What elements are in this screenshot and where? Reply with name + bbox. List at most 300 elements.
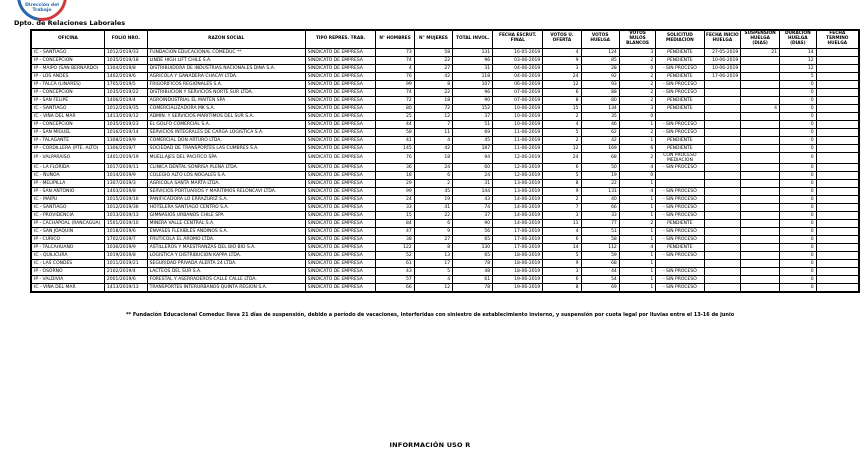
table-cell: - SIN PROCESO	[656, 164, 704, 172]
table-cell: CON PROCESO MEDIACION	[656, 152, 704, 163]
table-cell: COMERCIALIZADORA MK S.A.	[147, 104, 305, 112]
table-cell: 24	[376, 196, 414, 204]
table-cell	[816, 204, 859, 212]
header-cell: VOTOS U. OFERTA	[543, 30, 581, 48]
table-row	[31, 112, 859, 120]
table-cell	[741, 180, 780, 188]
table-cell: 99	[376, 188, 414, 196]
header-cell: FOLIO NRO.	[104, 30, 147, 48]
table-cell: CLINICA DENTAL SONRISA PLENA LTDA.	[147, 164, 305, 172]
table-cell: IP - TALCA (LINARES)	[31, 80, 104, 88]
table-cell: 0	[780, 152, 817, 163]
table-row	[31, 260, 859, 268]
table-cell: 68	[581, 260, 619, 268]
table-cell: 1	[619, 260, 656, 268]
table-cell	[816, 120, 859, 128]
table-row	[31, 48, 859, 56]
table-cell: 1	[619, 136, 656, 144]
table-cell	[816, 268, 859, 276]
table-cell	[741, 112, 780, 120]
table-cell: - SIN PROCESO	[656, 268, 704, 276]
table-cell: 47	[376, 228, 414, 236]
table-cell: 13-06-2019	[493, 188, 543, 196]
table-cell	[816, 64, 859, 72]
table-cell: 31	[453, 64, 493, 72]
table-cell: 0	[780, 104, 817, 112]
table-cell: 8	[414, 244, 452, 252]
table-cell: 1	[619, 212, 656, 220]
table-cell: SINDICATO DE EMPRESA	[305, 96, 376, 104]
table-row	[31, 64, 859, 72]
table-cell: 5	[543, 172, 581, 180]
table-cell: 27	[414, 64, 452, 72]
table-cell: 14-06-2019	[493, 196, 543, 204]
table-cell: SINDICATO DE EMPRESA	[305, 196, 376, 204]
table-cell: 4	[543, 228, 581, 236]
table-cell: 78	[453, 260, 493, 268]
table-cell: 22	[414, 212, 452, 220]
table-cell: 4	[741, 104, 780, 112]
table-cell: 2	[543, 196, 581, 204]
table-cell: SINDICATO DE EMPRESA	[305, 64, 376, 72]
table-cell	[816, 72, 859, 80]
table-cell: 0	[780, 128, 817, 136]
table-cell: 3	[619, 48, 656, 56]
table-cell: 90	[453, 96, 493, 104]
table-cell: 1019/2019/8	[104, 252, 147, 260]
table-cell: 2	[619, 56, 656, 64]
table-cell: IP - CACHAPOAL (RANCAGUA)	[31, 220, 104, 228]
table-cell	[704, 276, 741, 284]
table-cell: IC - SANTIAGO	[31, 104, 104, 112]
table-cell	[816, 56, 859, 64]
header-cell: RAZON SOCIAL	[147, 30, 305, 48]
table-cell: IC - VIÑA DEL MAR	[31, 112, 104, 120]
table-cell: 1	[619, 284, 656, 293]
table-cell: 5	[543, 252, 581, 260]
header-cell: TIPO REPRES. TRAB.	[305, 30, 376, 48]
table-cell: 0	[780, 220, 817, 228]
table-cell: 74	[376, 88, 414, 96]
table-cell: - SIN PROCESO	[656, 64, 704, 72]
table-cell: 2	[619, 80, 656, 88]
table-cell: 2	[619, 128, 656, 136]
table-cell: 11-06-2019	[493, 136, 543, 144]
table-cell	[816, 220, 859, 228]
table-cell: 24	[414, 164, 452, 172]
footer-classification: INFORMACIÓN USO R	[389, 441, 471, 449]
table-cell: PENDIENTE	[656, 104, 704, 112]
table-row	[31, 220, 859, 228]
header-cell: VOTOS NULOS BLANCOS	[619, 30, 656, 48]
table-cell: IP - SAN FELIPE	[31, 96, 104, 104]
footnote: ** Fundación Educacional Comeduc lleva 21 días de suspensión, debido a período de vacaciones, interferidas con siniestro de establecimiento invierno, y suspensión por cuota legal por lluvias entre el 13-16 de junio	[125, 312, 735, 318]
table-cell: 0	[780, 252, 817, 260]
table-row	[31, 228, 859, 236]
table-cell: 14-06-2019	[493, 220, 543, 228]
table-cell: - SIN PROCESO	[656, 228, 704, 236]
table-cell: 74	[453, 204, 493, 212]
table-cell	[741, 64, 780, 72]
table-cell: ENVASES FLEXIBLES ANDINOS S.A.	[147, 228, 305, 236]
table-cell: SINDICATO DE EMPRESA	[305, 80, 376, 88]
table-cell: 66	[376, 284, 414, 293]
table-cell	[741, 56, 780, 64]
table-cell: SINDICATO DE EMPRESA	[305, 188, 376, 196]
table-cell: SINDICATO DE EMPRESA	[305, 228, 376, 236]
table-cell	[741, 268, 780, 276]
table-cell: 18	[414, 152, 452, 163]
header-cell: SUSPENSION HUELGA (DIAS)	[741, 30, 780, 48]
table-cell: 37	[453, 212, 493, 220]
header-cell: DURACION HUELGA (DIAS)	[780, 30, 817, 48]
table-cell: 7	[414, 120, 452, 128]
table-cell: 58	[376, 128, 414, 136]
table-cell: 1012/2019/33	[104, 48, 147, 56]
table-cell: 5	[414, 268, 452, 276]
table-cell: FRIGORIFICOS REGIONALES S.A.	[147, 80, 305, 88]
table-cell: 77	[581, 220, 619, 228]
header-cell: SOLICITUD MEDIACION	[656, 30, 704, 48]
table-cell: - SIN PROCESO	[656, 196, 704, 204]
table-cell: - SIN PROCESO	[656, 88, 704, 96]
table-row	[31, 104, 859, 112]
table-cell: SERVICIOS INTEGRALES DE CARGA LOGISTICA S.A.	[147, 128, 305, 136]
header-cell: VOTOS HUELGA	[581, 30, 619, 48]
table-cell: 99	[376, 80, 414, 88]
table-cell: 130	[453, 244, 493, 252]
table-cell: 1307/2019/3	[104, 180, 147, 188]
table-row	[31, 72, 859, 80]
table-cell	[704, 260, 741, 268]
table-cell: 56	[453, 228, 493, 236]
table-cell: IC - LAS CONDES	[31, 260, 104, 268]
table-cell: 19	[581, 172, 619, 180]
table-cell	[741, 260, 780, 268]
table-cell: 134	[581, 104, 619, 112]
table-cell: 65	[453, 236, 493, 244]
table-cell: 12	[780, 64, 817, 72]
table-cell: AGRICOLA SANTA MARTA LTDA.	[147, 180, 305, 188]
table-cell	[816, 276, 859, 284]
table-cell	[816, 236, 859, 244]
table-cell: 131	[453, 48, 493, 56]
table-cell: 15	[376, 212, 414, 220]
table-cell: 24	[543, 152, 581, 163]
table-cell: - SIN PROCESO	[656, 276, 704, 284]
table-cell: 2	[414, 180, 452, 188]
table-cell	[741, 196, 780, 204]
table-cell: 2	[619, 152, 656, 163]
table-cell	[741, 284, 780, 293]
table-cell: 3	[543, 268, 581, 276]
table-cell: 14	[780, 48, 817, 56]
table-cell: HOTELERA SANTIAGO CENTRO S.A.	[147, 204, 305, 212]
table-cell: 1702/2019/7	[104, 236, 147, 244]
table-cell: 73	[376, 48, 414, 56]
table-cell: IC - MAIPU	[31, 196, 104, 204]
table-cell	[741, 228, 780, 236]
table-cell: SINDICATO DE EMPRESA	[305, 268, 376, 276]
table-cell: 96	[453, 88, 493, 96]
table-cell: 0	[780, 284, 817, 293]
table-cell	[741, 136, 780, 144]
table-cell: 5	[780, 72, 817, 80]
table-cell	[704, 88, 741, 96]
table-row	[31, 172, 859, 180]
table-cell: 4	[543, 48, 581, 56]
table-cell: 1011/2019/21	[104, 260, 147, 268]
table-cell	[816, 88, 859, 96]
logo-text: Dirección del Trabajo	[25, 3, 59, 14]
table-cell: 33	[376, 204, 414, 212]
table-cell	[741, 244, 780, 252]
table-cell: 13	[414, 252, 452, 260]
table-cell: 112	[581, 244, 619, 252]
table-row	[31, 56, 859, 64]
table-cell: 11-06-2019	[493, 128, 543, 136]
table-cell: 6	[414, 172, 452, 180]
table-cell	[816, 180, 859, 188]
table-cell	[816, 96, 859, 104]
table-cell: 1	[619, 268, 656, 276]
table-row	[31, 188, 859, 196]
table-cell: 1013/2019/13	[104, 212, 147, 220]
table-cell	[816, 152, 859, 163]
table-cell: IP - VALDIVIA	[31, 276, 104, 284]
table-cell	[656, 172, 704, 180]
table-cell: MUELLAJES DEL PACIFICO SPA	[147, 152, 305, 163]
table-row	[31, 152, 859, 163]
table-cell: 5	[543, 128, 581, 136]
header-cell: N° HOMBRES	[376, 30, 414, 48]
table-cell	[816, 164, 859, 172]
table-cell: 68	[581, 152, 619, 163]
table-cell: 9	[543, 188, 581, 196]
table-cell: IP - TALCAHUANO	[31, 244, 104, 252]
table-cell: SINDICATO DE EMPRESA	[305, 276, 376, 284]
table-cell: 37	[453, 112, 493, 120]
table-cell: 27	[414, 236, 452, 244]
table-cell: IP - CORDILLERA (PTE. ALTO)	[31, 144, 104, 152]
table-cell	[741, 236, 780, 244]
table-cell: 84	[376, 220, 414, 228]
table-cell: 4	[619, 164, 656, 172]
table-row	[31, 164, 859, 172]
table-cell	[656, 260, 704, 268]
table-cell	[704, 244, 741, 252]
table-cell: 2	[619, 220, 656, 228]
table-cell: 2	[619, 72, 656, 80]
table-cell: 107	[453, 80, 493, 88]
table-cell: MINERA VALLE CENTRAL S.A.	[147, 220, 305, 228]
header-cell: FECHA ESCRUT. FINAL	[493, 30, 543, 48]
table-cell	[816, 212, 859, 220]
table-cell: 1035/2019/18	[104, 56, 147, 64]
table-cell: IP - LOS ANDES	[31, 72, 104, 80]
table-cell	[704, 180, 741, 188]
table-cell: 31	[453, 180, 493, 188]
table-cell	[816, 260, 859, 268]
table-cell	[816, 252, 859, 260]
table-cell: SINDICATO DE EMPRESA	[305, 212, 376, 220]
table-cell: 38	[376, 236, 414, 244]
header-cell: OFICINA	[31, 30, 104, 48]
table-cell	[741, 96, 780, 104]
table-cell: 0	[780, 188, 817, 196]
table-cell: 0	[780, 180, 817, 188]
table-cell: IP - CONCEPCION	[31, 120, 104, 128]
table-cell: 19-06-2019	[493, 276, 543, 284]
table-cell: 0	[780, 80, 817, 88]
table-cell: 80	[581, 96, 619, 104]
table-cell	[816, 228, 859, 236]
table-cell: 18-06-2019	[493, 260, 543, 268]
table-cell: 0	[780, 228, 817, 236]
table-cell: 8	[543, 96, 581, 104]
table-cell: 17-06-2019	[493, 244, 543, 252]
table-cell: IP - OSORNO	[31, 268, 104, 276]
table-cell: DISTRIBUIDORA DE INDUSTRIAS NACIONALES DINA S.A.	[147, 64, 305, 72]
table-cell: 41	[376, 136, 414, 144]
table-cell: 0	[780, 276, 817, 284]
table-row	[31, 136, 859, 144]
table-cell	[816, 104, 859, 112]
table-cell: SINDICATO DE EMPRESA	[305, 164, 376, 172]
table-cell: 18	[414, 96, 452, 104]
table-cell: SINDICATO DE EMPRESA	[305, 204, 376, 212]
table-cell	[816, 196, 859, 204]
table-cell: 6	[414, 220, 452, 228]
table-cell: SINDICATO DE EMPRESA	[305, 112, 376, 120]
table-cell: - SIN PROCESO	[656, 80, 704, 88]
header-cell: TOTAL INVOL.	[453, 30, 493, 48]
table-cell: IP - TALAGANTE	[31, 136, 104, 144]
table-cell: PENDIENTE	[656, 48, 704, 56]
table-cell: 9	[543, 56, 581, 64]
table-cell: PENDIENTE	[656, 244, 704, 252]
table-cell: SINDICATO DE EMPRESA	[305, 180, 376, 188]
table-cell: 10-06-2019	[704, 64, 741, 72]
table-cell: IC - PROVIDENCIA	[31, 212, 104, 220]
table-body	[31, 48, 859, 292]
table-cell: SINDICATO DE EMPRESA	[305, 72, 376, 80]
table-cell	[656, 112, 704, 120]
table-cell: 51	[581, 228, 619, 236]
page-title: Dpto. de Relaciones Laborales	[14, 19, 126, 27]
table-cell: 51	[453, 120, 493, 128]
table-cell: 1012/2019/35	[104, 104, 147, 112]
table-cell	[704, 212, 741, 220]
table-cell: 92	[581, 72, 619, 80]
table-cell: 41	[414, 204, 452, 212]
table-cell: 06-06-2019	[493, 80, 543, 88]
table-cell: 187	[453, 144, 493, 152]
table-cell: 4	[619, 244, 656, 252]
table-cell: 18	[376, 172, 414, 180]
table-cell: 145	[376, 144, 414, 152]
table-cell: IC - LA FLORIDA	[31, 164, 104, 172]
table-cell: 0	[780, 204, 817, 212]
table-cell: 4	[414, 136, 452, 144]
table-cell: 58	[414, 48, 452, 56]
table-cell: 21	[741, 48, 780, 56]
table-cell: ADMIN. Y SERVICIOS MARITIMOS DEL SUR S.A.	[147, 112, 305, 120]
table-cell: 7	[543, 204, 581, 212]
table-cell	[704, 228, 741, 236]
table-cell: 1	[619, 180, 656, 188]
table-cell: 62	[581, 128, 619, 136]
table-cell: SINDICATO DE EMPRESA	[305, 88, 376, 96]
table-cell	[704, 196, 741, 204]
table-cell	[816, 172, 859, 180]
table-cell: 4	[619, 188, 656, 196]
table-cell: SINDICATO DE EMPRESA	[305, 128, 376, 136]
table-cell: SINDICATO DE EMPRESA	[305, 260, 376, 268]
table-cell: SINDICATO DE EMPRESA	[305, 120, 376, 128]
table-cell: 96	[453, 56, 493, 64]
table-cell: 0	[780, 236, 817, 244]
table-cell: 131	[581, 188, 619, 196]
table-header-row	[31, 30, 859, 48]
table-cell: 43	[453, 196, 493, 204]
table-cell	[704, 236, 741, 244]
table-cell	[741, 276, 780, 284]
table-cell: 2001/2019/6	[104, 276, 147, 284]
table-cell: 144	[453, 188, 493, 196]
table-cell: 0	[780, 172, 817, 180]
huelgas-table	[30, 29, 860, 293]
table-cell	[741, 120, 780, 128]
table-cell: 0	[780, 164, 817, 172]
table-cell: SINDICATO DE EMPRESA	[305, 144, 376, 152]
table-cell	[704, 152, 741, 163]
table-cell	[816, 80, 859, 88]
table-cell	[656, 180, 704, 188]
table-cell: 0	[780, 212, 817, 220]
table-cell	[741, 172, 780, 180]
table-cell: 18-06-2019	[493, 252, 543, 260]
table-cell: 94	[453, 152, 493, 163]
table-cell: 1402/2019/6	[104, 72, 147, 80]
table-cell: PENDIENTE	[656, 136, 704, 144]
table-cell: 22	[581, 180, 619, 188]
table-cell: 4	[543, 120, 581, 128]
table-cell: 0	[780, 136, 817, 144]
table-cell: 78	[453, 284, 493, 293]
table-cell: - SIN PROCESO	[656, 212, 704, 220]
table-cell: 48	[453, 268, 493, 276]
table-cell: 2	[619, 96, 656, 104]
table-cell: 16-05-2019	[493, 48, 543, 56]
table-cell: ASTILLEROS Y MAESTRANZAS DEL BIO BIO S.A.	[147, 244, 305, 252]
table-cell	[816, 136, 859, 144]
table-cell: 12	[414, 284, 452, 293]
table-cell: AGROINDUSTRIAL EL MAITEN SPA	[147, 96, 305, 104]
table-cell: 10-06-2019	[493, 120, 543, 128]
table-cell: 42	[414, 144, 452, 152]
table-cell: 80	[376, 104, 414, 112]
table-cell	[741, 164, 780, 172]
table-row	[31, 144, 859, 152]
table-cell: 1413/2019/13	[104, 284, 147, 293]
table-cell: 8	[543, 284, 581, 293]
table-cell: 0	[780, 112, 817, 120]
table-cell: 90	[453, 220, 493, 228]
table-cell: 19	[414, 196, 452, 204]
table-cell	[704, 112, 741, 120]
table-cell: SINDICATO DE EMPRESA	[305, 136, 376, 144]
